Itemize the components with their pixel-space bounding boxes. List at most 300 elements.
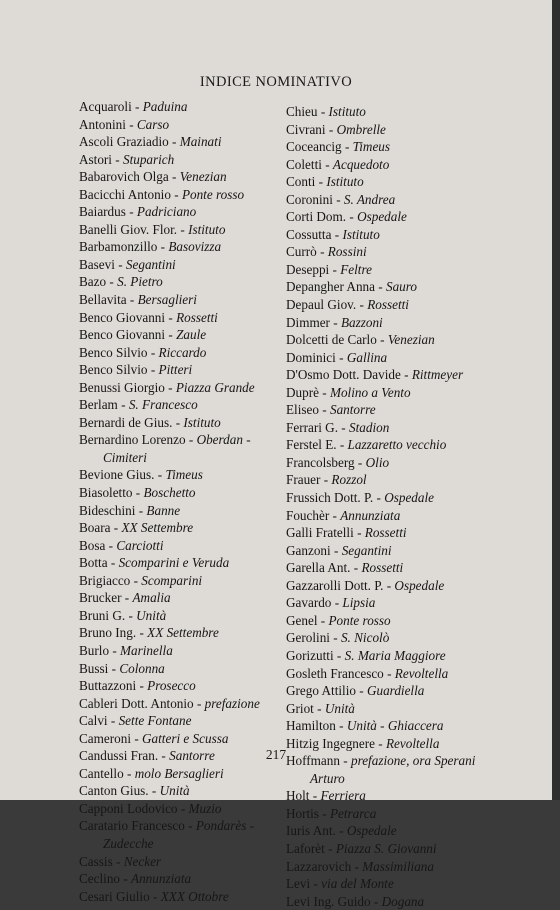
- index-entry: [286, 805, 526, 823]
- entry-place: Istituto: [326, 174, 364, 190]
- entry-name: Hortis: [286, 805, 319, 821]
- index-entry: [286, 559, 526, 577]
- entry-place: Istituto: [188, 221, 226, 237]
- index-entry: [286, 173, 526, 191]
- entry-place: S. Andrea: [343, 191, 396, 207]
- entry-name: Benco Giovanni: [79, 309, 166, 325]
- index-entry: [286, 314, 526, 332]
- index-entry: [79, 660, 279, 678]
- entry-place: Bazzoni: [340, 314, 383, 330]
- entry-separator: -: [355, 683, 367, 699]
- entry-separator: -: [168, 134, 180, 150]
- page-number: 217: [265, 747, 287, 762]
- entry-name: Berlam: [79, 397, 118, 413]
- entry-place: Annunziata: [131, 871, 192, 887]
- entry-name: Canton Gius.: [79, 783, 149, 799]
- entry-separator: -: [105, 537, 117, 553]
- entry-separator: -: [125, 116, 137, 132]
- entry-separator: -: [107, 555, 119, 571]
- entry-separator: -: [315, 174, 327, 190]
- entry-place: Piazza Grande: [175, 379, 255, 395]
- entry-name: Holt: [286, 788, 310, 804]
- entry-separator: -: [147, 362, 159, 378]
- entry-separator: -: [313, 700, 325, 716]
- index-entry: [286, 103, 526, 121]
- entry-place: Timeus: [352, 139, 391, 155]
- entry-place: Lipsia: [342, 595, 376, 611]
- entry-place: Necker: [123, 853, 162, 869]
- index-entry: [286, 665, 526, 683]
- entry-name: Buttazzoni: [79, 678, 137, 694]
- entry-place: Unità - Ghiaccera: [346, 718, 444, 734]
- entry-name: Brucker: [79, 590, 122, 606]
- entry-place: XX Settembre: [147, 625, 219, 641]
- index-entry: [79, 309, 279, 327]
- entry-name: Frauer: [286, 472, 321, 488]
- entry-place: Feltre: [340, 261, 372, 277]
- index-entry: [79, 502, 279, 520]
- entry-name: Benco Silvio: [79, 362, 148, 378]
- entry-name: Biasoletto: [79, 485, 133, 501]
- index-entry: [286, 594, 526, 612]
- entry-separator: -: [125, 204, 137, 220]
- entry-separator: -: [170, 186, 182, 202]
- entry-place: Guardiella: [366, 683, 425, 699]
- entry-separator: -: [117, 397, 129, 413]
- entry-separator: -: [333, 647, 345, 663]
- index-entry: [79, 589, 279, 607]
- entry-place: XX Settembre: [121, 520, 194, 536]
- index-entry: [286, 331, 526, 349]
- entry-place: Banne: [146, 502, 181, 518]
- entry-separator: -: [158, 748, 170, 764]
- index-entry: [286, 822, 526, 840]
- entry-place: Gallina: [346, 349, 388, 365]
- entry-name: Coronini: [286, 191, 333, 207]
- entry-separator: -: [329, 314, 341, 330]
- entry-place: prefazione: [204, 695, 260, 711]
- entry-name: Hamilton: [286, 718, 336, 734]
- entry-separator: -: [318, 805, 330, 821]
- entry-name: Benco Silvio: [79, 344, 148, 360]
- entry-separator: -: [310, 876, 322, 892]
- index-entry: [286, 261, 526, 279]
- entry-separator: -: [324, 840, 336, 856]
- index-entry: [79, 817, 279, 852]
- entry-separator: -: [318, 384, 330, 400]
- index-entry: [79, 607, 279, 625]
- index-entry: [286, 787, 526, 805]
- index-entry: [286, 524, 526, 542]
- entry-place: Pondarès -: [195, 818, 255, 834]
- index-entry: [286, 349, 526, 367]
- entry-name: Fouchèr: [286, 507, 330, 523]
- entry-separator: -: [109, 642, 121, 658]
- entry-name: Civrani: [286, 121, 326, 137]
- entry-separator: -: [329, 507, 341, 523]
- entry-separator: -: [331, 226, 343, 242]
- index-entry: [286, 507, 526, 525]
- entry-name: Ferstel E.: [286, 437, 337, 453]
- entry-name: Candussi Fran.: [79, 748, 159, 764]
- entry-place: Oberdan -: [196, 432, 251, 448]
- entry-place: Colonna: [119, 660, 165, 676]
- entry-place: S. Francesco: [128, 397, 198, 413]
- entry-separator: -: [351, 858, 363, 874]
- index-entry: [286, 208, 526, 226]
- entry-separator: -: [338, 419, 349, 435]
- entry-separator: -: [335, 349, 347, 365]
- index-entry: [79, 677, 279, 695]
- entry-separator: -: [177, 800, 189, 816]
- entry-separator: -: [318, 402, 330, 418]
- entry-name: Bazo: [79, 274, 107, 290]
- entry-name: Basevi: [79, 256, 115, 272]
- entry-name: Gavardo: [286, 595, 332, 611]
- entry-name: Brigiacco: [79, 572, 131, 588]
- index-entry: [286, 629, 526, 647]
- entry-name: Gerolini: [286, 630, 330, 646]
- index-column-left: [79, 98, 279, 905]
- entry-name: Chieu: [286, 104, 318, 119]
- entry-separator: -: [130, 572, 142, 588]
- entry-name: Banelli Giov. Flor.: [79, 221, 178, 237]
- entry-place: Boschetto: [143, 485, 196, 501]
- index-entry: [286, 226, 526, 244]
- index-entry: [286, 577, 526, 595]
- entry-name: Duprè: [286, 384, 319, 400]
- entry-name: Bruno Ing.: [79, 625, 137, 641]
- entry-place: Massimiliana: [362, 858, 434, 874]
- entry-separator: -: [320, 472, 332, 488]
- entry-separator: -: [346, 209, 358, 225]
- entry-name: Ceclino: [79, 871, 121, 887]
- entry-name: Dimmer: [286, 314, 330, 330]
- entry-place: Zaule: [176, 327, 207, 343]
- entry-place: Ospedale: [346, 823, 397, 839]
- index-entry: [79, 765, 279, 783]
- entry-place: Rossetti: [176, 309, 218, 325]
- entry-place: Olio: [365, 454, 390, 470]
- index-entry: [79, 221, 279, 239]
- entry-separator: -: [168, 169, 180, 185]
- entry-name: Bideschini: [79, 502, 136, 518]
- entry-name: Burlo: [79, 642, 110, 658]
- entry-place: Annunziata: [340, 507, 401, 523]
- entry-place: Marinella: [120, 642, 173, 658]
- entry-separator: -: [123, 765, 135, 781]
- entry-separator: -: [136, 625, 148, 641]
- entry-place: S. Pietro: [117, 274, 163, 290]
- entry-name: Cableri Dott. Antonio: [79, 695, 194, 711]
- entry-name: Bacicchi Antonio: [79, 186, 171, 202]
- entry-place: Revoltella: [385, 735, 440, 751]
- index-entry: [79, 888, 279, 906]
- entry-place: Ospedale: [394, 577, 445, 593]
- entry-separator: -: [329, 630, 341, 646]
- entry-name: Bernardino Lorenzo: [79, 432, 186, 448]
- entry-separator: -: [335, 718, 347, 734]
- entry-separator: -: [135, 502, 147, 518]
- entry-place: Scomparini e Veruda: [118, 555, 230, 571]
- entry-separator: -: [376, 332, 388, 348]
- entry-separator: -: [147, 344, 159, 360]
- entry-place: Riccardo: [158, 344, 207, 360]
- entry-name: Currò: [286, 244, 317, 260]
- entry-name: Dominici: [286, 349, 336, 365]
- entry-name: Cossutta: [286, 226, 332, 242]
- entry-separator: -: [121, 590, 133, 606]
- entry-separator: -: [400, 367, 412, 383]
- entry-name: Corti Dom.: [286, 209, 347, 225]
- entry-separator: -: [164, 379, 176, 395]
- entry-name: Garella Ant.: [286, 560, 351, 576]
- index-entry: [286, 471, 526, 489]
- entry-place: Mainati: [179, 134, 222, 150]
- index-entry: [79, 519, 279, 537]
- entry-separator: -: [350, 560, 362, 576]
- index-entry: [79, 642, 279, 660]
- entry-separator: -: [125, 607, 137, 623]
- entry-separator: -: [335, 823, 347, 839]
- entry-separator: -: [112, 853, 124, 869]
- entry-name: Levi Ing. Guido: [286, 893, 371, 909]
- entry-separator: -: [111, 151, 123, 167]
- entry-name: Babarovich Olga: [79, 169, 169, 185]
- entry-place: S. Maria Maggiore: [344, 647, 446, 663]
- index-entry: [286, 138, 526, 156]
- entry-separator: -: [126, 292, 138, 308]
- entry-place: Carciotti: [116, 537, 164, 553]
- entry-place: Ospedale: [384, 490, 435, 506]
- entry-name: Ferrari G.: [286, 419, 338, 435]
- entry-place: Rittmeyer: [411, 367, 464, 383]
- index-entry: [79, 203, 279, 221]
- entry-place: Santorre: [169, 748, 215, 764]
- entry-place: Sauro: [385, 279, 418, 295]
- entry-separator: -: [309, 788, 321, 804]
- index-entry: [79, 853, 279, 871]
- entry-name: Genel: [286, 612, 318, 628]
- entry-name: Hitzig Ingegnere: [286, 735, 375, 751]
- entry-separator: -: [316, 244, 328, 260]
- entry-separator: -: [317, 612, 329, 628]
- index-entry: [286, 542, 526, 560]
- entry-separator: -: [330, 542, 342, 558]
- entry-place: Stadion: [349, 419, 390, 435]
- entry-separator: -: [157, 239, 169, 255]
- entry-separator: -: [172, 414, 184, 430]
- entry-name: Antonini: [79, 116, 126, 132]
- entry-name: Laforèt: [286, 840, 325, 856]
- entry-separator: -: [339, 753, 351, 769]
- entry-place: Timeus: [165, 467, 203, 483]
- entry-name: Depangher Anna: [286, 279, 375, 295]
- entry-name: Eliseo: [286, 402, 319, 418]
- entry-name: Cantello: [79, 765, 124, 781]
- entry-name: Benco Giovanni: [79, 327, 166, 343]
- index-entry: [79, 151, 279, 169]
- index-entry: [286, 296, 526, 314]
- entry-name: Ascoli Graziadio: [79, 134, 169, 150]
- entry-name: Capponi Lodovico: [79, 800, 178, 816]
- index-entry: [79, 712, 279, 730]
- entry-separator: -: [329, 261, 341, 277]
- index-entry: [286, 366, 526, 384]
- entry-name: Boara: [79, 520, 111, 536]
- entry-place: Muzio: [188, 800, 222, 816]
- entry-name: Lazzarovich: [286, 858, 352, 874]
- entry-name: Baiardus: [79, 204, 126, 220]
- index-entry: [286, 875, 526, 893]
- entry-separator: -: [114, 256, 126, 272]
- index-entry: [79, 870, 279, 888]
- index-entry: [79, 238, 279, 256]
- index-column-right: [286, 103, 526, 910]
- entry-separator: -: [110, 520, 122, 536]
- entry-name: Coletti: [286, 156, 322, 172]
- entry-separator: -: [107, 713, 119, 729]
- index-entry: [286, 840, 526, 858]
- entry-name: Hoffmann: [286, 753, 340, 769]
- index-entry: [286, 682, 526, 700]
- entry-place: Unità: [136, 607, 167, 623]
- index-entry: [286, 419, 526, 437]
- entry-name: Cesari Giulio: [79, 888, 150, 904]
- entry-name: Coceancig: [286, 139, 342, 155]
- entry-name: Gorizutti: [286, 647, 334, 663]
- index-entry: [79, 291, 279, 309]
- entry-place: Istituto: [328, 104, 366, 119]
- index-entry: [286, 717, 526, 735]
- index-entry: [79, 344, 279, 362]
- entry-place: XXX Ottobre: [160, 888, 229, 904]
- entry-separator: -: [132, 485, 144, 501]
- entry-name: Depaul Giov.: [286, 297, 357, 313]
- entry-place: Santorre: [329, 402, 376, 418]
- entry-name: Francolsberg: [286, 454, 355, 470]
- index-entry: [79, 98, 279, 116]
- entry-name: Benussi Giorgio: [79, 379, 165, 395]
- entry-separator: -: [383, 577, 395, 593]
- index-entry: [79, 256, 279, 274]
- index-entry: [79, 361, 279, 379]
- entry-separator: -: [177, 221, 189, 237]
- entry-name: Bevione Gius.: [79, 467, 155, 483]
- entry-separator: -: [136, 678, 148, 694]
- index-entry: [286, 893, 526, 910]
- index-entry: [286, 489, 526, 507]
- entry-name: Bruni G.: [79, 607, 126, 623]
- entry-separator: -: [354, 454, 366, 470]
- entry-place: Revoltella: [394, 665, 449, 681]
- entry-separator: -: [373, 490, 385, 506]
- entry-separator: -: [106, 274, 118, 290]
- entry-place: Rossetti: [364, 525, 407, 541]
- entry-name: Griot: [286, 700, 314, 716]
- index-entry: [79, 431, 279, 466]
- entry-place: Acquedoto: [332, 156, 390, 172]
- index-entry: [79, 800, 279, 818]
- index-entry: [286, 612, 526, 630]
- entry-place: Padriciano: [136, 204, 197, 220]
- entry-place: Paduina: [142, 99, 188, 114]
- page-edge-shadow: [552, 0, 560, 800]
- entry-separator: -: [336, 437, 348, 453]
- index-entry: [79, 379, 279, 397]
- entry-separator: -: [185, 432, 197, 448]
- index-entry: [79, 116, 279, 134]
- index-entry: [79, 572, 279, 590]
- index-entry: [79, 466, 279, 484]
- entry-name: Cameroni: [79, 730, 132, 746]
- entry-separator: -: [370, 893, 382, 909]
- index-entry: [79, 782, 279, 800]
- entry-place: Pitteri: [158, 362, 193, 378]
- entry-place: Unità: [324, 700, 355, 716]
- entry-separator: -: [331, 595, 343, 611]
- entry-place: prefazione, ora Sperani: [350, 753, 476, 769]
- index-entry: [79, 537, 279, 555]
- entry-name: Caratario Francesco: [79, 818, 185, 834]
- entry-name: Gazzarolli Dott. P.: [286, 577, 384, 593]
- entry-place: Rossetti: [361, 560, 404, 576]
- entry-place: Bersaglieri: [137, 292, 197, 308]
- entry-place: Istituto: [183, 414, 221, 430]
- entry-separator: -: [341, 139, 353, 155]
- entry-name: Bellavita: [79, 292, 127, 308]
- index-entry: [286, 401, 526, 419]
- entry-separator: -: [149, 888, 161, 904]
- index-entry: [79, 484, 279, 502]
- entry-separator: -: [108, 660, 120, 676]
- index-entry: [286, 858, 526, 876]
- entry-place: Ponte rosso: [328, 612, 391, 628]
- entry-name: Grego Attilio: [286, 683, 356, 699]
- index-entry: [79, 133, 279, 151]
- entry-separator: -: [332, 191, 344, 207]
- index-entry: [79, 326, 279, 344]
- entry-place: Molino a Vento: [329, 384, 411, 400]
- entry-name: Frussich Dott. P.: [286, 490, 374, 506]
- entry-separator: -: [148, 783, 160, 799]
- entry-place: Scomparini: [141, 572, 203, 588]
- entry-name: Levi: [286, 876, 311, 892]
- entry-place: S. Nicolò: [340, 630, 390, 646]
- page-title: INDICE NOMINATIVO: [199, 74, 353, 90]
- entry-place: Stuparich: [122, 151, 175, 167]
- entry-place: Petrarca: [329, 805, 377, 821]
- index-entry: [79, 414, 279, 432]
- entry-name: Botta: [79, 555, 108, 571]
- entry-name: Bussi: [79, 660, 109, 676]
- index-entry: [79, 554, 279, 572]
- entry-place: molo Bersaglieri: [134, 765, 224, 781]
- entry-separator: -: [131, 730, 143, 746]
- index-entry: [286, 121, 526, 139]
- entry-separator: -: [317, 104, 329, 119]
- index-entry: [286, 243, 526, 261]
- index-entry: [79, 695, 279, 713]
- entry-place: Istituto: [342, 226, 380, 242]
- index-entry: [286, 436, 526, 454]
- index-entry: [79, 273, 279, 291]
- index-entry: [79, 168, 279, 186]
- entry-name: Bosa: [79, 537, 106, 553]
- index-entry: [79, 730, 279, 748]
- entry-place-continuation: Cimiteri: [103, 449, 147, 465]
- entry-place: Lazzaretto vecchio: [347, 437, 447, 453]
